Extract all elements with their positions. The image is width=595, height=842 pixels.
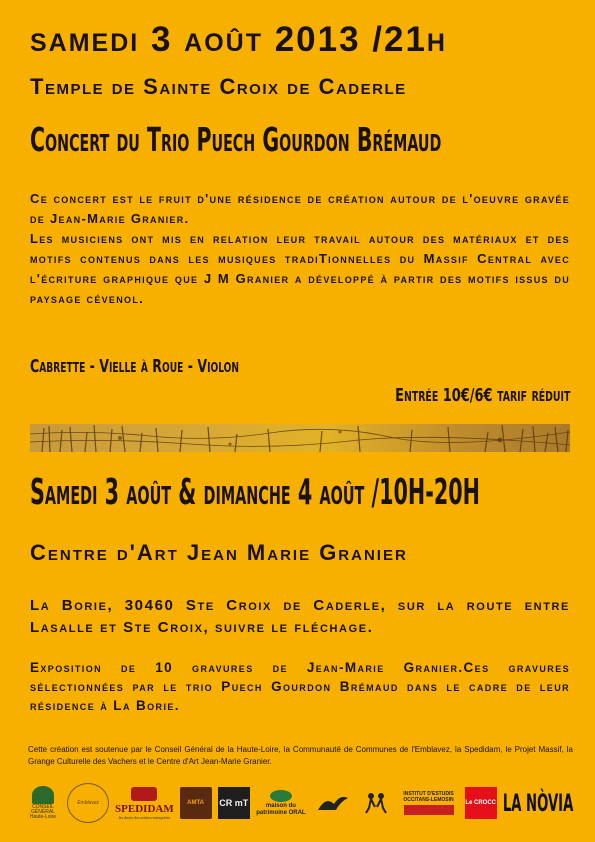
emblavez-logo-text: Emblavez	[77, 800, 100, 806]
spedidam-logo-text: SPEDIDAM	[115, 802, 174, 815]
dancers-icon	[363, 792, 389, 814]
maison-patrimoine-emblem-icon	[270, 790, 292, 802]
instrument-list: Cabrette - Vielle à Roue - Violon	[30, 356, 240, 377]
maison-patrimoine-logo-text: maison du patrimoine ORAL	[256, 802, 306, 816]
exhibition-venue: Centre d'Art Jean Marie Granier	[30, 540, 408, 565]
conseil-general-emblem-icon	[32, 786, 54, 804]
amta-logo	[180, 787, 212, 819]
ieo-stripe-icon	[404, 805, 454, 815]
conseil-general-logo-text: CONSEIL GÉNÉRAL Haute-Loire	[29, 804, 57, 820]
concert-date-heading: samedi 3 août 2013 /21h	[30, 20, 447, 59]
engraving-strip-image	[30, 424, 570, 452]
ticket-price: Entrée 10€/6€ tarif réduit	[394, 385, 570, 406]
amta-logo-text: AMTA	[187, 800, 204, 806]
emblavez-logo	[67, 783, 109, 823]
exhibition-description: Exposition de 10 gravures de Jean-Marie Granier.Ces gravures sélectionnées par le trio Puech Gourdon Brémaud dans le cadre de leur résidence à La Borie.	[30, 660, 570, 713]
grange-culturelle-logo	[360, 792, 392, 814]
exhibition-date-heading: Samedi 3 août & dimanche 4 août /10H-20H	[30, 472, 480, 513]
conseil-general-logo	[25, 786, 61, 820]
ieo-logo-text: INSTITUT D'ESTUDIS OCCITANS-LEMOSIN	[403, 791, 454, 803]
spedidam-emblem-icon	[131, 787, 157, 801]
sponsor-credits: Cette création est soutenue par le Conseil Général de la Haute-Loire, la Communauté de Communes de l'Emblavez, la Spedidam, le Projet Massif, la Grange Culturelle des Vachers et le Centre d'Art Jean-Marie Granier.	[28, 745, 573, 766]
crmt-logo-text: CR mT	[219, 798, 249, 808]
concert-title: Concert du Trio Puech Gourdon Brémaud	[30, 120, 442, 159]
crmt-logo	[218, 787, 250, 819]
crocc-logo	[465, 787, 497, 819]
concert-description-part-2: Les musiciens ont mis en relation leur travail autour des matériaux et des motifs contenus dans les musiques tradiTionnelles du Massif Central avec l'écriture graphique que J M Granier a développé à partir des motifs issus du paysage cévenol.	[30, 231, 570, 306]
spedidam-logo-subtext: les droits des artistes-interprètes	[118, 814, 171, 820]
spedidam-logo	[115, 787, 173, 820]
ieo-lemosin-logo	[399, 791, 459, 815]
maison-patrimoine-oral-logo	[256, 790, 306, 817]
bird-icon	[316, 792, 350, 814]
la-novia-logo-text: LA NÒVIA	[502, 789, 574, 817]
exhibition-address: La Borie, 30460 Ste Croix de Caderle, sur la route entre Lasalle et Ste Croix, suivre le fléchage.	[30, 597, 570, 636]
concert-description	[30, 189, 570, 309]
concert-description-part-1: Ce concert est le fruit d'une résidence de création autour de l'oeuvre gravée de Jean-Marie Granier.	[30, 191, 570, 226]
sponsor-logo-bar	[25, 782, 573, 824]
bird-logo	[312, 792, 354, 814]
la-novia-logo	[503, 789, 573, 817]
crocc-logo-text: Le CROCC	[465, 800, 497, 806]
concert-venue: Temple de Sainte Croix de Caderle	[30, 74, 407, 99]
